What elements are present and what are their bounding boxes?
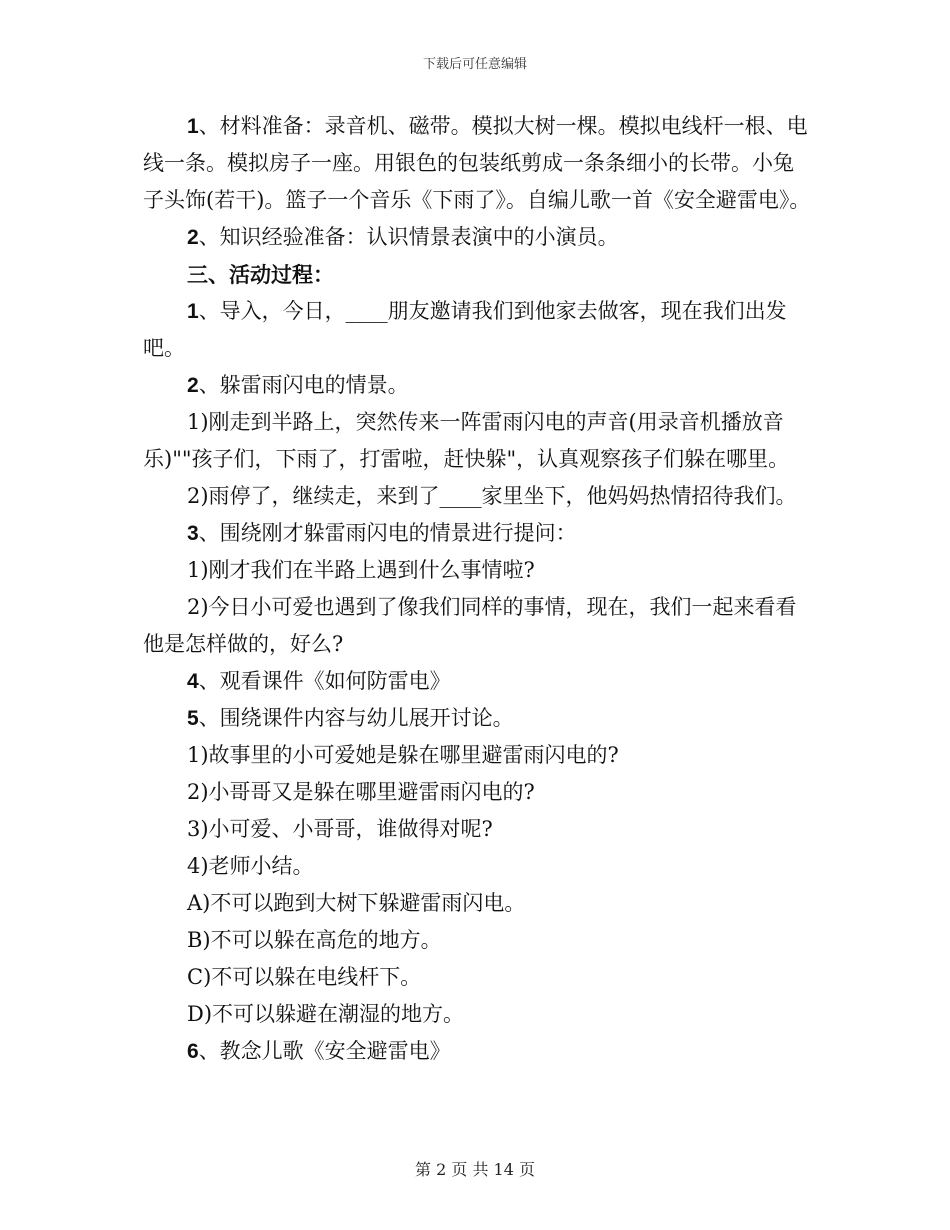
paragraph-text: 、知识经验准备：认识情景表演中的小演员。 [198,225,619,249]
paragraph-text: C)不可以躲在电线杆下。 [187,965,422,989]
page-header: 下载后可任意编辑 [422,57,527,72]
paragraph-text: 2)今日小可爱也遇到了像我们同样的事情，现在，我们一起来看看他是怎样做的，好么? [143,595,797,656]
page-footer: 第 2 页 共 14 页 [415,1160,535,1179]
paragraph-text: 、躲雷雨闪电的情景。 [198,373,409,397]
paragraph-knowledge [143,219,813,256]
item-number: 6 [187,1040,199,1063]
document-body [143,108,813,1070]
section-heading: 三、活动过程： [187,262,334,287]
paragraph-text: 1)刚走到半路上，突然传来一阵雷雨闪电的声音(用录音机播放音乐)""孩子们，下雨了，打雷啦，赶快躲"，认真观察孩子们躲在哪里。 [143,410,790,471]
item-number: 5 [187,707,199,730]
paragraph-questions [143,515,813,552]
paragraph-materials [143,108,813,219]
paragraph-text: 2)雨停了，继续走，来到了____家里坐下，他妈妈热情招待我们。 [187,484,797,508]
paragraph-text: B)不可以躲在高危的地方。 [187,928,442,952]
paragraph-discussion [143,700,813,737]
item-number: 2 [187,374,199,397]
paragraph-scene [143,367,813,404]
paragraph-text: 1)刚才我们在半路上遇到什么事情啦? [187,558,535,582]
paragraph-text: 、观看课件《如何防雷电》 [198,669,451,693]
item-number: 3 [187,522,199,545]
paragraph-text: 、围绕课件内容与幼儿展开讨论。 [198,706,514,730]
paragraph-text: D)不可以躲避在潮湿的地方。 [187,1002,465,1026]
paragraph-song [143,1033,813,1070]
item-number: 1 [187,115,199,138]
paragraph-text: 2)小哥哥又是躲在哪里避雷雨闪电的? [187,780,535,804]
paragraph-text: 、教念儿歌《安全避雷电》 [198,1039,451,1063]
paragraph-text: 、导入，今日，____朋友邀请我们到他家去做客，现在我们出发吧。 [143,299,787,360]
paragraph-courseware [143,663,813,700]
paragraph-text: 4)老师小结。 [187,854,314,878]
paragraph-intro [143,293,813,367]
paragraph-text: 、材料准备：录音机、磁带。模拟大树一棵。模拟电线杆一根、电线一条。模拟房子一座。用银色的包装纸剪成一条条细小的长带。小兔子头饰(若干)。篮子一个音乐《下雨了》。自编儿歌一首《安全避雷电》。 [143,114,811,212]
item-number: 1 [187,300,199,323]
paragraph-text: 3)小可爱、小哥哥，谁做得对呢? [187,817,493,841]
paragraph-text: A)不可以跑到大树下躲避雷雨闪电。 [187,891,526,915]
item-number: 2 [187,226,199,249]
item-number: 4 [187,670,199,693]
paragraph-text: 1)故事里的小可爱她是躲在哪里避雷雨闪电的? [187,743,619,767]
paragraph-text: 、围绕刚才躲雷雨闪电的情景进行提问： [198,521,577,545]
